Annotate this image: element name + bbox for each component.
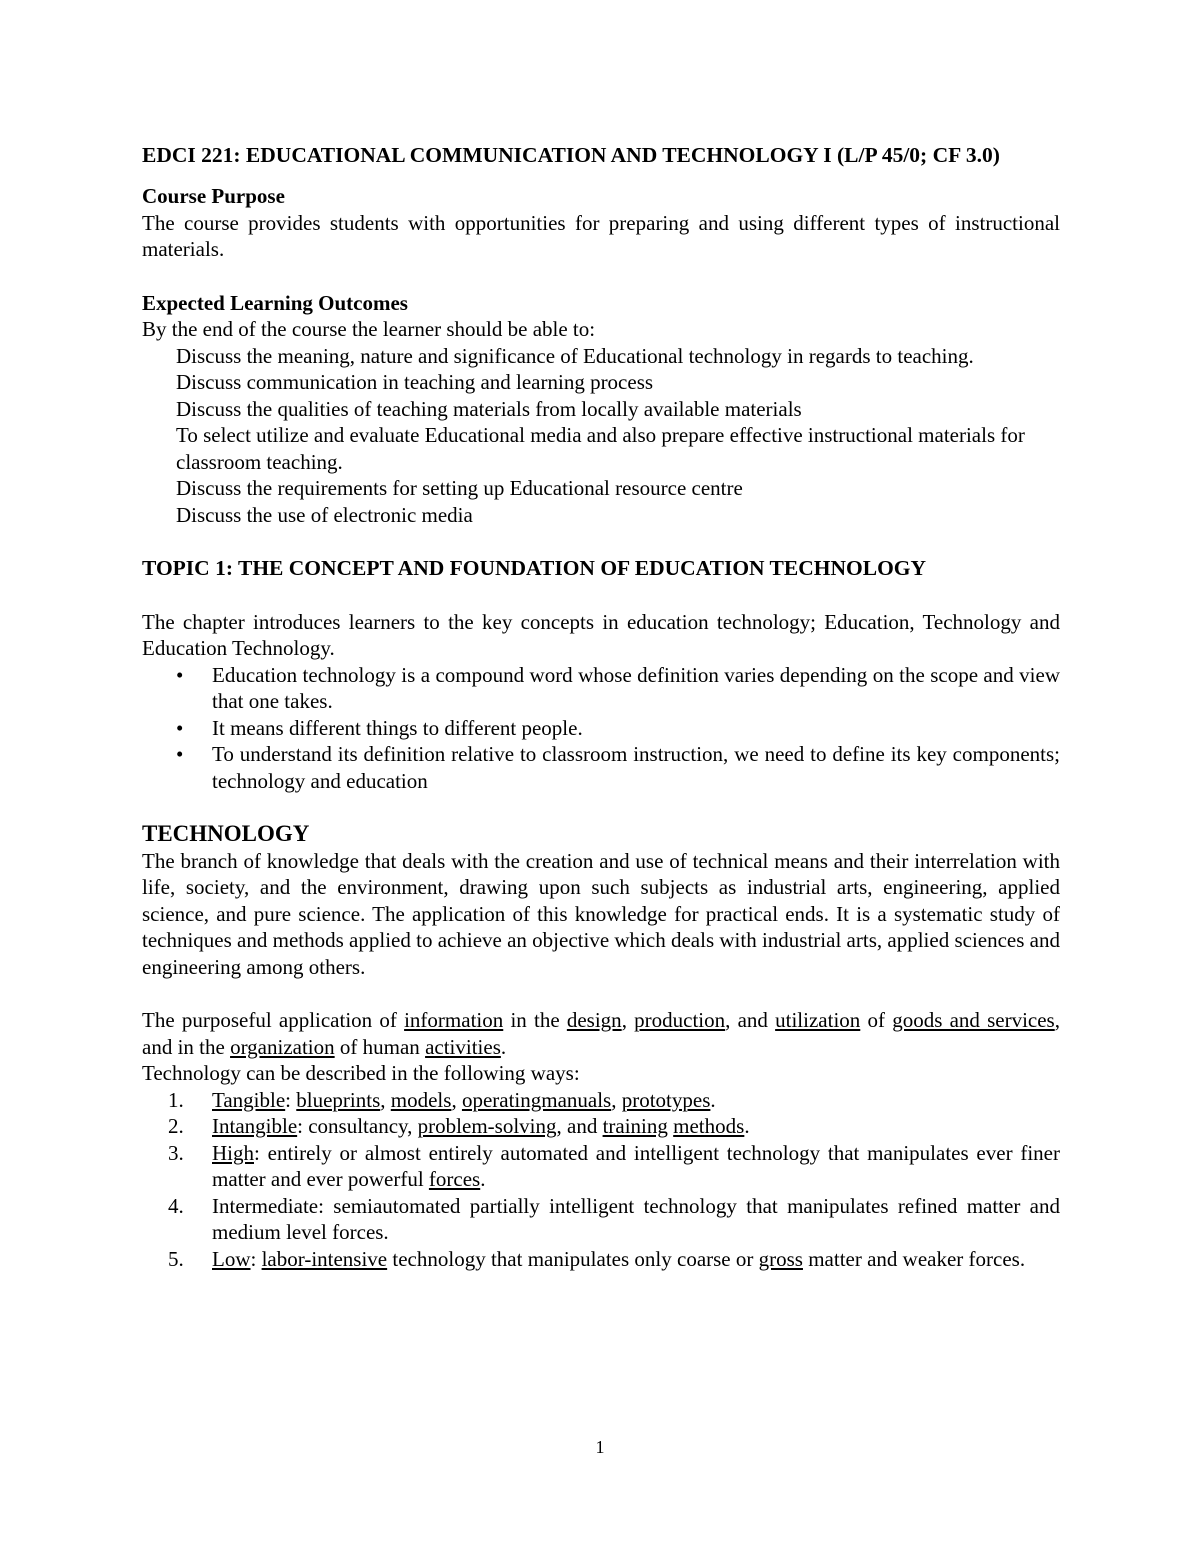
technology-definition: The branch of knowledge that deals with the creation and use of technical means and their interrelation with life, society, and the environment, drawing upon such subjects as industrial arts, engineering, applied science, and pure science. The application of this knowledge for practical ends. It is a systematic study of techniques and methods applied to achieve an objective which deals with industrial arts, applied sciences and engineering among others. <box>142 848 1060 979</box>
bullet-text: Education technology is a compound word whose definition varies depending on the scope and view that one takes. <box>212 662 1060 713</box>
text-run: of human <box>334 1034 426 1059</box>
link-blueprints[interactable]: blueprints <box>296 1087 381 1112</box>
link-labor-intensive[interactable]: labor-intensive <box>261 1246 388 1271</box>
numbered-item <box>168 1140 1060 1193</box>
numbered-item <box>168 1246 1060 1273</box>
link-design[interactable]: design <box>566 1008 622 1032</box>
text-run: . <box>480 1167 486 1191</box>
text-run: , <box>621 1008 635 1032</box>
link-low[interactable]: Low <box>212 1246 251 1271</box>
link-forces[interactable]: forces <box>428 1167 481 1191</box>
link-production[interactable]: production <box>634 1008 726 1032</box>
text-run: , and in the <box>142 1008 1060 1059</box>
numbered-item <box>168 1193 1060 1246</box>
topic-heading: TOPIC 1: THE CONCEPT AND FOUNDATION OF EDUCATION TECHNOLOGY <box>142 556 927 580</box>
text-run: in the <box>503 1008 567 1032</box>
outcome-item: Discuss the requirements for setting up Educational resource centre <box>176 476 743 500</box>
text-run: : consultancy, <box>297 1114 418 1138</box>
item-number: 1. <box>168 1087 184 1112</box>
link-training[interactable]: training <box>602 1114 668 1138</box>
link-activities[interactable]: activities <box>425 1034 501 1059</box>
bullet-item <box>176 715 1060 742</box>
bullet-text: To understand its definition relative to classroom instruction, we need to define its key components; technology and education <box>212 742 1060 793</box>
course-title: EDCI 221: EDUCATIONAL COMMUNICATION AND TECHNOLOGY I (L/P 45/0; CF 3.0) <box>142 143 1000 167</box>
numbered-item <box>168 1113 1060 1140</box>
topic-bullet-list <box>142 662 1060 795</box>
item-text: Intermediate: semiautomated partially intelligent technology that manipulates refined matter and medium level forces. <box>212 1193 1060 1244</box>
link-intangible[interactable]: Intangible <box>212 1114 298 1138</box>
numbered-item <box>168 1087 1060 1114</box>
bullet-text: It means different things to different people. <box>212 715 583 740</box>
link-problem-solving[interactable]: problem-solving <box>417 1114 557 1138</box>
topic-intro: The chapter introduces learners to the key concepts in education technology; Education, Technology and Education Technology. <box>142 609 1060 660</box>
bullet-icon: • <box>176 662 184 687</box>
text-run: , <box>380 1087 391 1112</box>
text-run: . <box>744 1114 750 1138</box>
outcome-item: Discuss the qualities of teaching materials from locally available materials <box>176 396 802 421</box>
link-high[interactable]: High <box>212 1140 254 1165</box>
technology-purpose-paragraph <box>142 1007 1060 1060</box>
text-run: , <box>611 1087 622 1112</box>
bullet-icon: • <box>176 742 184 766</box>
link-tangible[interactable]: Tangible <box>212 1087 286 1112</box>
text-run: : entirely or almost entirely automated and intelligent technology that manipulates ever finer matter and ever powerful <box>212 1140 1060 1191</box>
text-run: : <box>250 1246 262 1271</box>
text-run: technology that manipulates only coarse or <box>387 1246 759 1271</box>
course-purpose-text: The course provides students with opportunities for preparing and using different types of instructional materials. <box>142 210 1060 261</box>
outcomes-heading: Expected Learning Outcomes <box>142 290 408 315</box>
text-run: , and <box>725 1008 776 1032</box>
outcome-item: To select utilize and evaluate Educational media and also prepare effective instructional materials for classroom teaching. <box>176 423 1025 474</box>
text-run: of <box>860 1008 893 1032</box>
link-prototypes[interactable]: prototypes <box>621 1087 711 1112</box>
course-purpose-heading: Course Purpose <box>142 184 285 208</box>
technology-ways-list <box>142 1087 1060 1273</box>
item-number: 5. <box>168 1246 184 1271</box>
text-run: . <box>500 1034 507 1059</box>
link-information[interactable]: information <box>404 1008 504 1032</box>
link-utilization[interactable]: utilization <box>775 1008 861 1032</box>
link-methods[interactable]: methods <box>673 1114 745 1138</box>
technology-described-intro: Technology can be described in the following ways: <box>142 1061 580 1085</box>
text-run: matter and weaker forces. <box>802 1246 1026 1271</box>
link-operating-manuals[interactable]: operatingmanuals <box>461 1087 612 1112</box>
link-organization[interactable]: organization <box>230 1034 335 1059</box>
bullet-item <box>176 741 1060 794</box>
bullet-item <box>176 662 1060 715</box>
outcome-item: Discuss communication in teaching and learning process <box>176 370 654 394</box>
outcome-item: Discuss the meaning, nature and significance of Educational technology in regards to teaching. <box>176 343 974 368</box>
item-number: 4. <box>168 1193 184 1218</box>
outcome-item: Discuss the use of electronic media <box>176 502 473 527</box>
outcomes-list <box>142 343 1060 529</box>
outcomes-intro: By the end of the course the learner should be able to: <box>142 317 596 341</box>
bullet-icon: • <box>176 715 184 740</box>
item-number: 2. <box>168 1114 184 1138</box>
text-run: : <box>285 1087 297 1112</box>
link-goods-and-services[interactable]: goods and services <box>892 1008 1055 1032</box>
technology-heading: TECHNOLOGY <box>142 821 310 846</box>
text-run: , and <box>556 1114 603 1138</box>
item-number: 3. <box>168 1140 184 1165</box>
text-run: The purposeful application of <box>142 1008 405 1032</box>
page-number: 1 <box>595 1437 605 1457</box>
link-models[interactable]: models <box>390 1087 452 1112</box>
link-gross[interactable]: gross <box>758 1246 803 1271</box>
text-run: , <box>451 1087 462 1112</box>
document-page <box>142 142 1060 1272</box>
text-run: . <box>710 1087 716 1112</box>
